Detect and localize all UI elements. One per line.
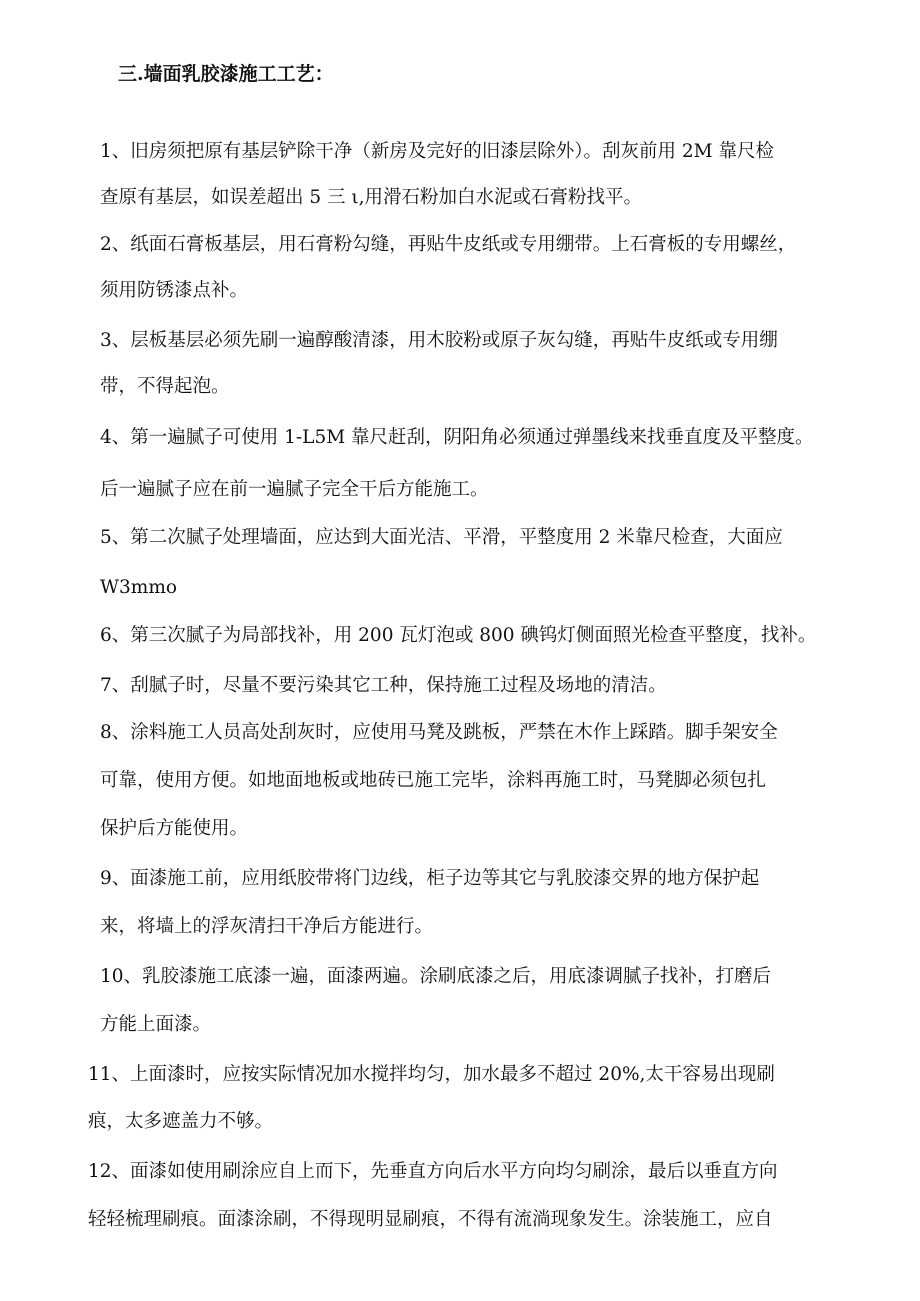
paragraph-line: 4、第一遍腻子可使用 1-L5M 靠尺赶刮，阴阳角必须通过弹墨线来找垂直度及平整度。 (100, 427, 814, 448)
paragraph-line: 来，将墙上的浮灰清扫干净后方能进行。 (100, 916, 434, 937)
paragraph-line: 后一遍腻子应在前一遍腻子完全干后方能施工。 (100, 479, 489, 500)
paragraph-line: 11、上面漆时，应按实际情况加水搅拌均匀，加水最多不超过 20%,太干容易出现刷 (88, 1064, 775, 1085)
paragraph-line: 8、涂料施工人员高处刮灰时，应使用马凳及跳板，严禁在木作上踩踏。脚手架安全 (100, 722, 778, 743)
paragraph-line: 10、乳胶漆施工底漆一遍，面漆两遍。涂刷底漆之后，用底漆调腻子找补，打磨后 (100, 966, 772, 987)
paragraph-line: 须用防锈漆点补。 (100, 280, 249, 301)
paragraph-line: W3mmo (100, 577, 178, 598)
paragraph-line: 方能上面漆。 (100, 1014, 212, 1035)
paragraph-line: 可靠，使用方便。如地面地板或地砖已施工完毕，涂料再施工时，马凳脚必须包扎 (100, 770, 767, 791)
paragraph-line: 痕，太多遮盖力不够。 (88, 1111, 274, 1132)
paragraph-line: 3、层板基层必须先刷一遍醇酸清漆，用木胶粉或原子灰勾缝，再贴牛皮纸或专用绷 (100, 330, 778, 351)
paragraph-line: 12、面漆如使用刷涂应自上而下，先垂直方向后水平方向均匀刷涂，最后以垂直方向 (88, 1161, 778, 1182)
paragraph-line: 9、面漆施工前，应用纸胶带将门边线，柜子边等其它与乳胶漆交界的地方保护起 (100, 868, 760, 889)
paragraph-line: 7、刮腻子时，尽量不要污染其它工种，保持施工过程及场地的清洁。 (100, 675, 667, 696)
paragraph-line: 6、第三次腻子为局部找补，用 200 瓦灯泡或 800 碘钨灯侧面照光检查平整度，找补。 (100, 625, 817, 646)
paragraph-line: 5、第二次腻子处理墙面，应达到大面光洁、平滑，平整度用 2 米靠尺检查，大面应 (100, 527, 783, 548)
paragraph-line: 1、旧房须把原有基层铲除干净（新房及完好的旧漆层除外）。刮灰前用 2M 靠尺检 (100, 141, 774, 162)
paragraph-line: 保护后方能使用。 (100, 818, 249, 839)
section-title: 三.墙面乳胶漆施工工艺： (118, 63, 334, 85)
paragraph-line: 带，不得起泡。 (100, 376, 230, 397)
paragraph-line: 查原有基层，如误差超出 5 三 ι,用滑石粉加白水泥或石膏粉找平。 (100, 187, 643, 208)
paragraph-line: 轻轻梳理刷痕。面漆涂刷，不得现明显刷痕，不得有流淌现象发生。涂装施工，应自 (88, 1209, 773, 1230)
paragraph-line: 2、纸面石膏板基层，用石膏粉勾缝，再贴牛皮纸或专用绷带。上石膏板的专用螺丝， (100, 234, 797, 255)
